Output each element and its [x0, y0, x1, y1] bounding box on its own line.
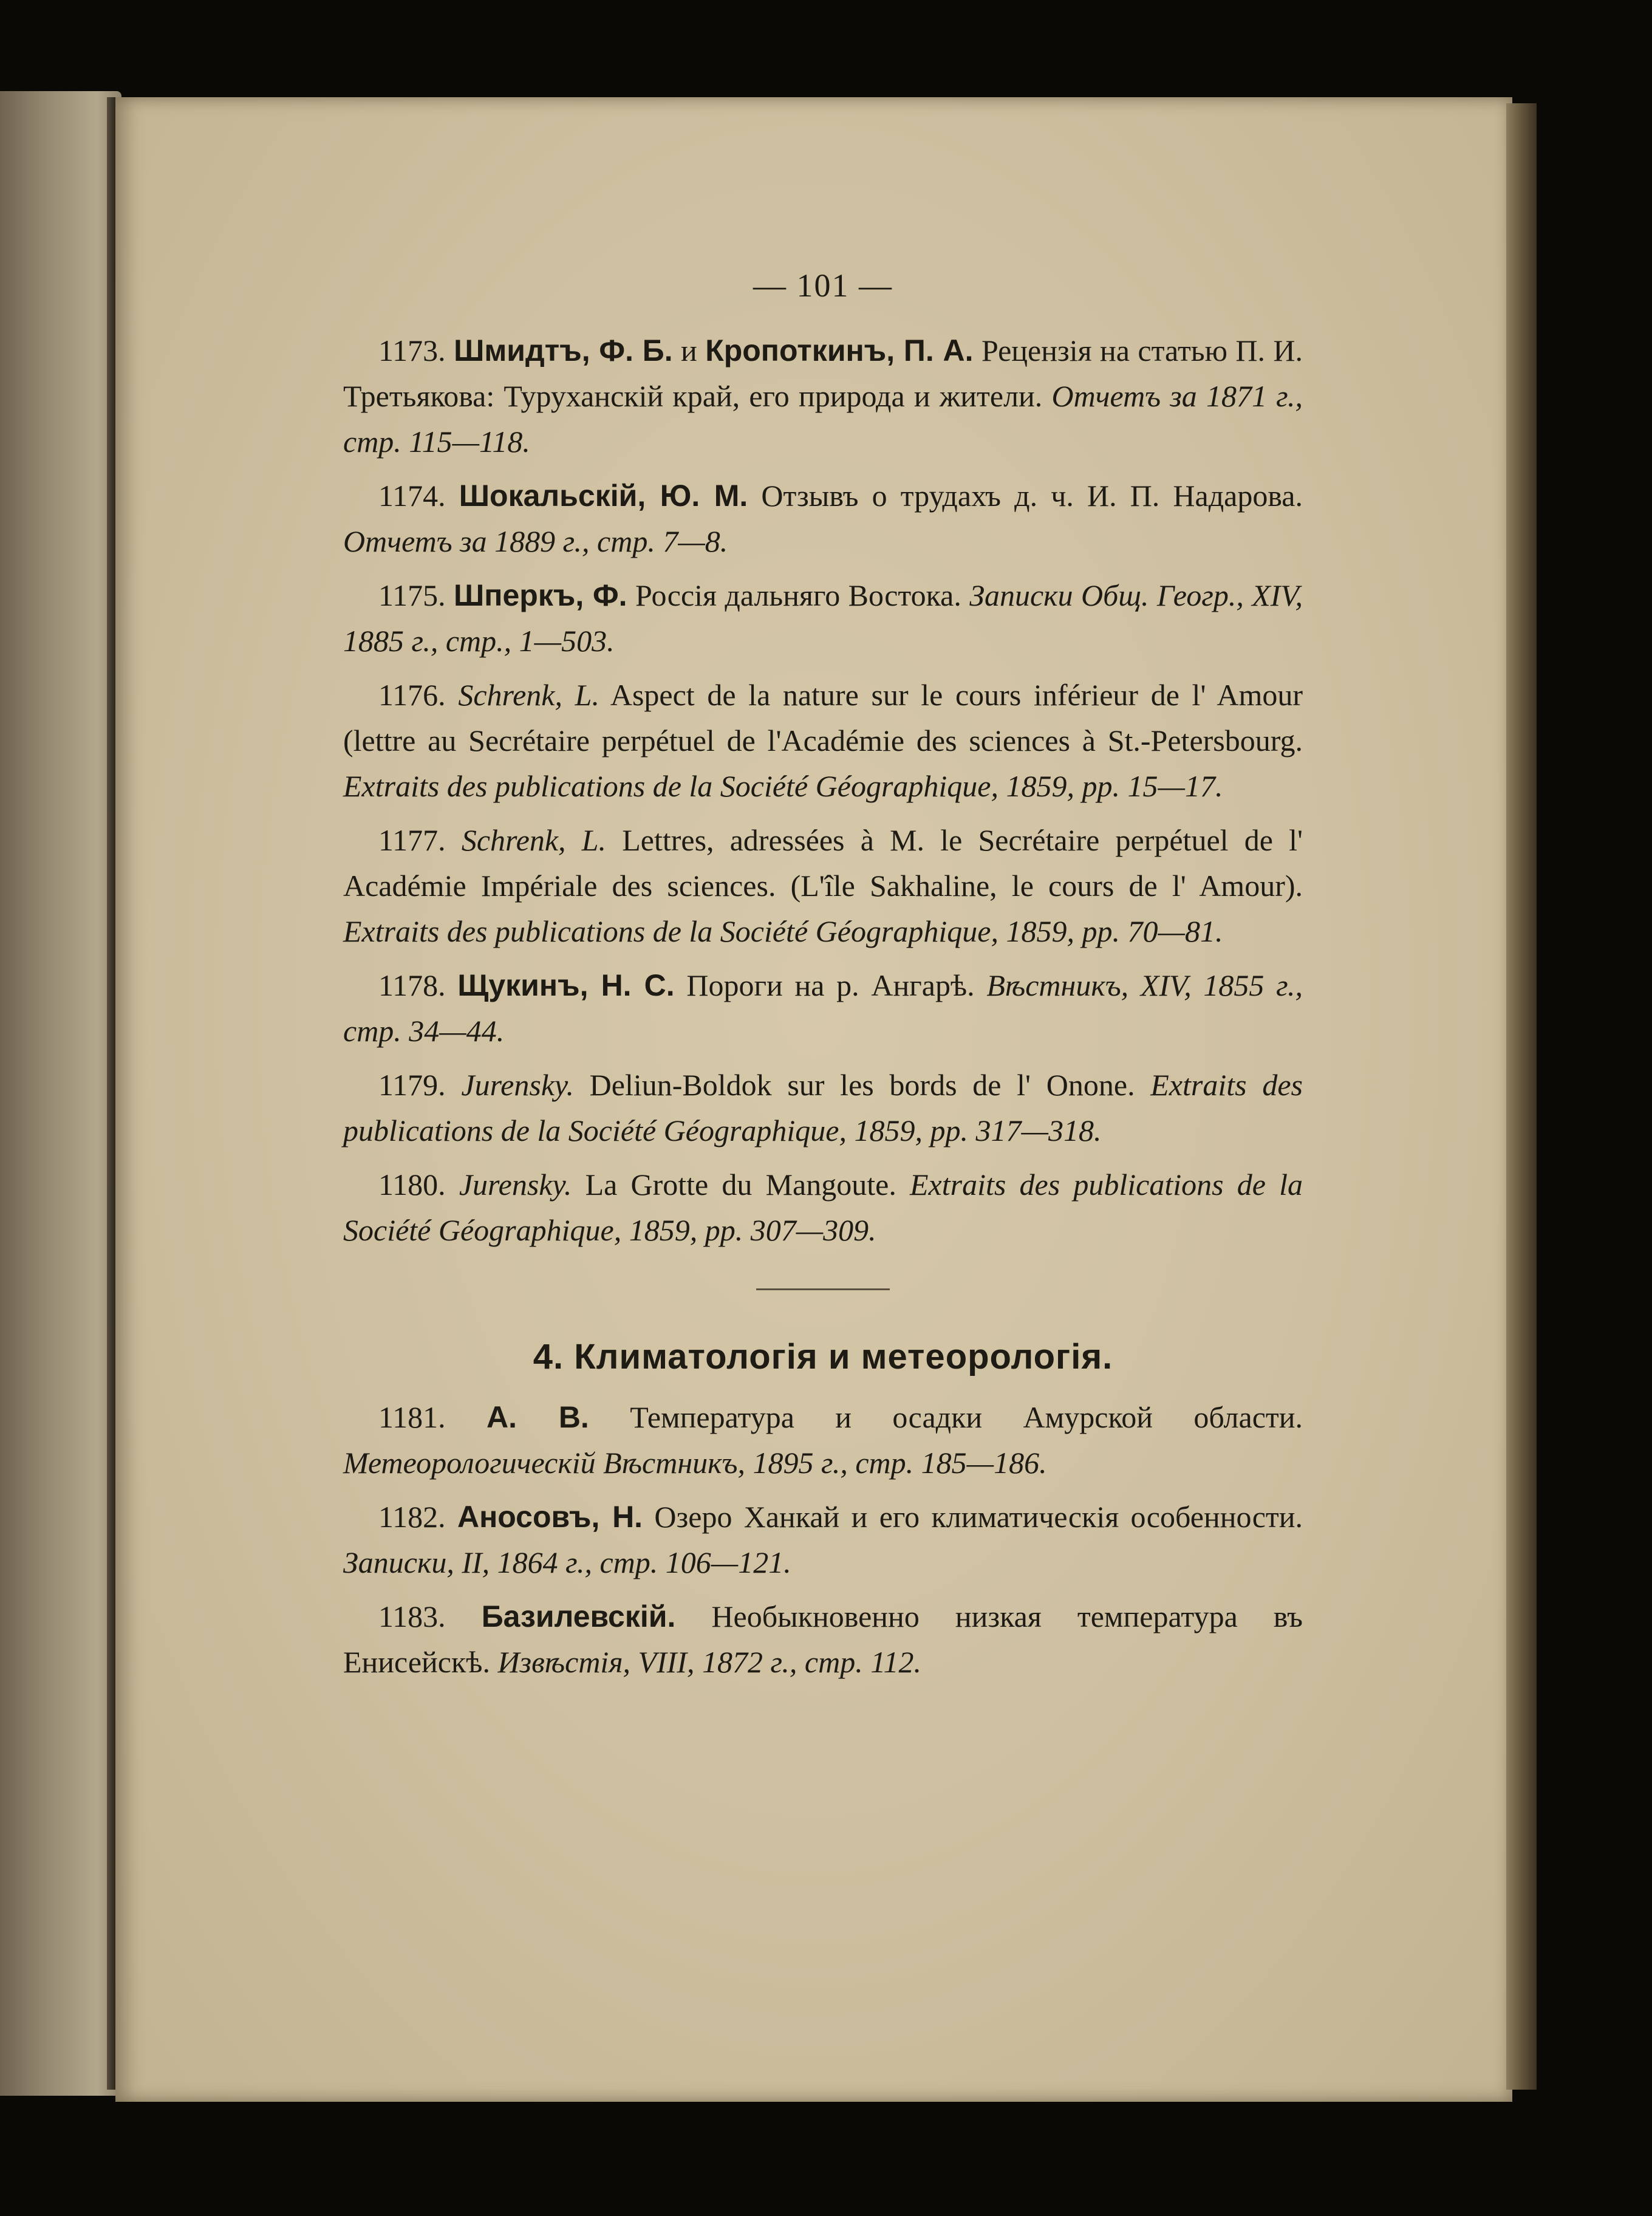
entry-title: Пороги на р. Ангарѣ. — [674, 968, 987, 1002]
entry-author: Шперкъ, Ф. — [454, 578, 627, 612]
entry-number: 1179. — [378, 1068, 446, 1102]
bibliography-entry — [343, 818, 1303, 954]
entry-title: Aspect de la nature sur le cours inférieur de l' Amour (lettre au Secrétaire perpétuel de l'Académie des sciences à St.-Petersbourg. — [343, 678, 1303, 757]
entry-source: Extraits des publications de la Société Géographique, 1859, pp. 307—309. — [343, 1168, 1303, 1247]
bibliography-entry — [343, 473, 1303, 564]
book-gutter — [107, 97, 115, 2090]
bibliography-entry — [343, 1062, 1303, 1154]
entry-title: Рецензія на статью П. И. Третьякова: Туруханскій край, его природа и жители. — [343, 333, 1303, 413]
entry-author: Schrenk, L. — [458, 678, 599, 712]
entry-title: Отзывъ о трудахъ д. ч. И. П. Надарова. — [748, 479, 1303, 513]
entry-author: А. В. — [486, 1400, 589, 1434]
entry-number: 1178. — [378, 968, 446, 1002]
entry-source: Записки, II, 1864 г., стр. 106—121. — [343, 1545, 791, 1579]
entry-source: Записки Общ. Геогр., XIV, 1885 г., стр., 1—503. — [343, 578, 1303, 658]
bibliography-entry — [343, 1494, 1303, 1585]
entry-conjunction: и — [672, 333, 706, 368]
entry-author: Jurensky. — [461, 1068, 574, 1102]
entry-number: 1173. — [378, 333, 446, 368]
bibliography-entry — [343, 1594, 1303, 1685]
bibliography-entry — [343, 672, 1303, 809]
entry-source: Вѣстникъ, XIV, 1855 г., стр. 34—44. — [343, 968, 1303, 1048]
entry-author: Шокальскій, Ю. М. — [459, 479, 748, 513]
entry-number: 1183. — [378, 1599, 446, 1633]
entry-source: Извѣстія, VIII, 1872 г., стр. 112. — [497, 1645, 921, 1679]
entry-author: Щукинъ, Н. С. — [457, 968, 675, 1002]
entry-source: Отчетъ за 1871 г., стр. 115—118. — [343, 379, 1303, 459]
entry-source: Extraits des publications de la Société Géographique, 1859, pp. 70—81. — [343, 914, 1223, 948]
entry-author: Schrenk, L. — [461, 823, 607, 857]
entry-author: Аносовъ, Н. — [457, 1500, 643, 1534]
bibliography-entry — [343, 963, 1303, 1054]
entry-source: Extraits des publications de la Société Géographique, 1859, pp. 15—17. — [343, 769, 1223, 803]
section-divider — [756, 1288, 890, 1290]
previous-page-edge — [0, 91, 121, 2096]
entry-author: Jurensky. — [459, 1168, 572, 1202]
entry-title: Озеро Ханкай и его климатическія особенности. — [643, 1500, 1303, 1534]
entry-number: 1176. — [378, 678, 446, 712]
entry-author: Базилевскій. — [481, 1599, 676, 1633]
entry-source: Метеорологическій Вѣстникъ, 1895 г., стр. 185—186. — [343, 1446, 1047, 1480]
entry-number: 1180. — [378, 1168, 446, 1202]
entry-author: Шмидтъ, Ф. Б. — [454, 333, 673, 368]
entry-source: Отчетъ за 1889 г., стр. 7—8. — [343, 524, 728, 558]
page-stack-edge — [1506, 103, 1537, 2090]
entry-source: Extraits des publications de la Société Géographique, 1859, pp. 317—318. — [343, 1068, 1303, 1147]
bibliography-entry — [343, 328, 1303, 465]
entry-number: 1181. — [378, 1400, 446, 1434]
entry-title: Lettres, adressées à M. le Secrétaire perpétuel de l' Académie Impériale des sciences. (L'île Sakhaline, le cours de l' Amour). — [343, 823, 1303, 903]
entry-title: Температура и осадки Амурской области. — [589, 1400, 1303, 1434]
entry-number: 1174. — [378, 479, 446, 513]
section-heading: 4. Климатологія и метеорологія. — [533, 1337, 1113, 1376]
bibliography-entry — [343, 1162, 1303, 1253]
entry-number: 1175. — [378, 578, 446, 612]
entry-number: 1182. — [378, 1500, 446, 1534]
entry-title: Необыкновенно низкая температура въ Енисейскѣ. — [343, 1599, 1303, 1679]
page-number: — 101 — — [753, 267, 893, 304]
entry-number: 1177. — [378, 823, 446, 857]
entry-title: Россія дальняго Востока. — [627, 578, 970, 612]
entry-author-2: Кропоткинъ, П. А. — [705, 333, 974, 368]
bibliography-entry — [343, 1395, 1303, 1486]
entry-title: La Grotte du Mangoute. — [572, 1168, 910, 1202]
bibliography-entry — [343, 573, 1303, 664]
page-content — [343, 267, 1303, 1694]
entry-title: Deliun-Boldok sur les bords de l' Onone. — [573, 1068, 1151, 1102]
